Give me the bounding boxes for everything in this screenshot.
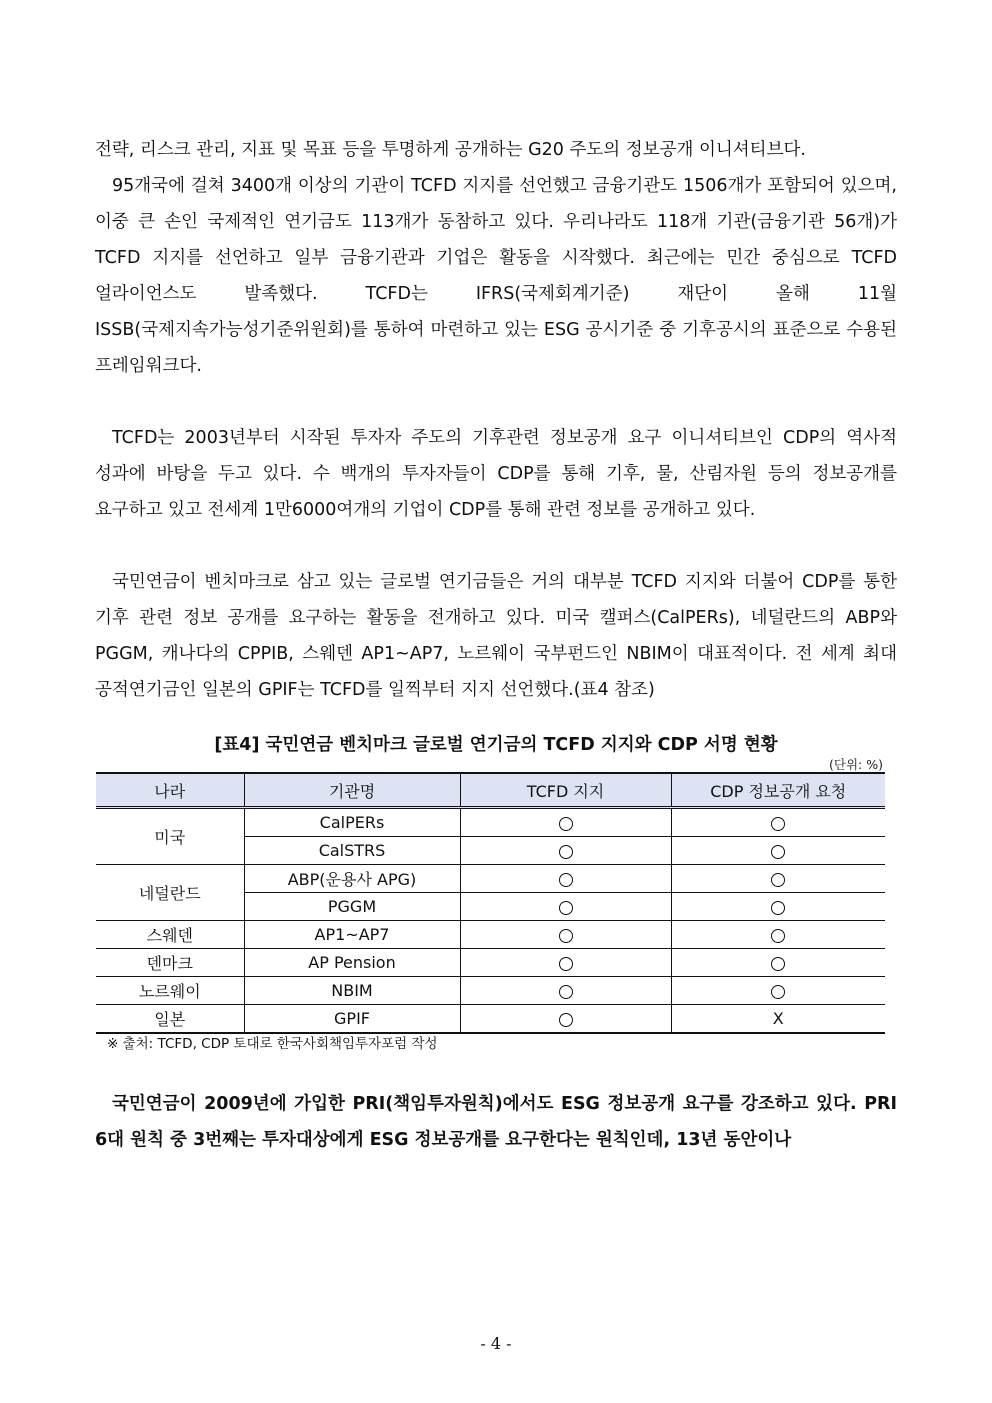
table-source-note: ※ 출처: TCFD, CDP 토대로 한국사회책임투자포럼 작성 [107,1036,438,1052]
paragraph-3: TCFD는 2003년부터 시작된 투자자 주도의 기후관련 정보공개 요구 이니셔티브인 CDP의 역사적 성과에 바탕을 두고 있다. 수 백개의 투자자들이 CDP를 통해 기후, 물, 산림자원 등의 정보공개를 요구하고 있고 전세계 1만6000여개의 기업이 CDP를 통해 관련 정보를 공개하고 있다. [95,428,897,520]
circle-mark-icon [771,901,785,915]
benchmark-table [96,772,885,1034]
tcfd-cell [460,949,671,977]
table-unit: (단위: %) [829,757,883,772]
paragraph-5: 국민연금이 2009년에 가입한 PRI(책임투자원칙)에서도 ESG 정보공개 요구를 강조하고 있다. PRI 6대 원칙 중 3번째는 투자대상에게 ESG 정보공개를 요구한다는 원칙인데, 13년 동안이나 [95,1094,897,1150]
cdp-cell: X [671,1005,885,1034]
tcfd-cell [460,865,671,893]
tcfd-cell [460,837,671,865]
tcfd-cell [460,921,671,949]
circle-mark-icon [559,845,573,859]
header-tcfd: TCFD 지지 [460,773,671,808]
circle-mark-icon [771,817,785,831]
circle-mark-icon [559,985,573,999]
org-cell: CalPERs [244,808,460,837]
country-cell: 일본 [96,1005,244,1034]
table-row [96,977,885,1005]
header-org: 기관명 [244,773,460,808]
cdp-cell [671,949,885,977]
org-cell: CalSTRS [244,837,460,865]
cdp-cell [671,921,885,949]
cdp-cell [671,893,885,921]
cdp-cell [671,837,885,865]
circle-mark-icon [771,873,785,887]
org-cell: AP1~AP7 [244,921,460,949]
circle-mark-icon [559,1013,573,1027]
cdp-cell [671,865,885,893]
country-cell: 미국 [96,808,244,865]
circle-mark-icon [771,957,785,971]
tcfd-cell [460,1005,671,1034]
tcfd-cell [460,977,671,1005]
page-number: - 4 - [480,1334,512,1353]
org-cell: GPIF [244,1005,460,1034]
table-title: [표4] 국민연금 벤치마크 글로벌 연기금의 TCFD 지지와 CDP 서명 현황 [214,735,778,755]
cdp-cell [671,977,885,1005]
table-row [96,949,885,977]
paragraph-2: 95개국에 걸쳐 3400개 이상의 기관이 TCFD 지지를 선언했고 금융기관도 1506개가 포함되어 있으며, 이중 큰 손인 국제적인 연기금도 113개가 동참하고 있다. 우리나라도 118개 기관(금융기관 56개)가 TCFD 지지를 선언하고 일부 금융기관과 기업은 활동을 시작했다. 최근에는 민간 중심으로 TCFD 얼라이언스도 발족했다. TCFD는 IFRS(국제회계기준) 재단이 올해 11월 ISSB(국제지속가능성기준위원회)를 통하여 마련하고 있는 ESG 공시기준 중 기후공시의 표준으로 수용된 프레임워크다. [95,176,897,376]
circle-mark-icon [771,845,785,859]
org-cell: PGGM [244,893,460,921]
country-cell: 스웨덴 [96,921,244,949]
header-cdp: CDP 정보공개 요청 [671,773,885,808]
table-row [96,808,885,837]
cdp-cell [671,808,885,837]
circle-mark-icon [771,985,785,999]
table-row [96,865,885,893]
table-header-row [96,773,885,808]
tcfd-cell [460,808,671,837]
circle-mark-icon [559,817,573,831]
country-cell: 덴마크 [96,949,244,977]
table-row [96,921,885,949]
org-cell: AP Pension [244,949,460,977]
paragraph-1: 전략, 리스크 관리, 지표 및 목표 등을 투명하게 공개하는 G20 주도의 정보공개 이니셔티브다. [95,140,806,160]
paragraph-4: 국민연금이 벤치마크로 삼고 있는 글로벌 연기금들은 거의 대부분 TCFD 지지와 더불어 CDP를 통한 기후 관련 정보 공개를 요구하는 활동을 전개하고 있다. 미국 캘퍼스(CalPERs), 네덜란드의 ABP와 PGGM, 캐나다의 CPPIB, 스웨덴 AP1~AP7, 노르웨이 국부펀드인 NBIM이 대표적이다. 전 세계 최대 공적연기금인 일본의 GPIF는 TCFD를 일찍부터 지지 선언했다.(표4 참조) [95,572,897,700]
circle-mark-icon [559,957,573,971]
document-page [95,132,897,1158]
country-cell: 노르웨이 [96,977,244,1005]
org-cell: NBIM [244,977,460,1005]
circle-mark-icon [559,901,573,915]
circle-mark-icon [559,929,573,943]
header-country: 나라 [96,773,244,808]
table-row [96,1005,885,1034]
tcfd-cell [460,893,671,921]
org-cell: ABP(운용사 APG) [244,865,460,893]
circle-mark-icon [559,873,573,887]
country-cell: 네덜란드 [96,865,244,921]
circle-mark-icon [771,929,785,943]
